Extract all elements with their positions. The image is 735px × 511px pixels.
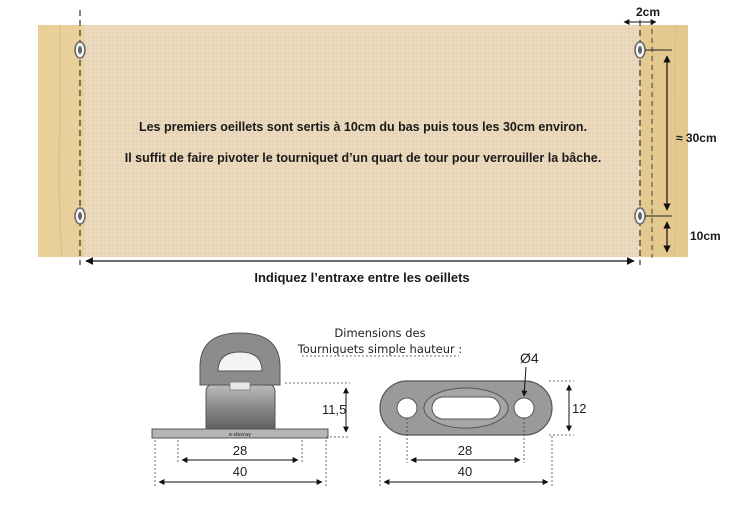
eyelet-top-right [635,42,645,58]
tourniquet-top-view [380,350,586,487]
top-height-label: 12 [572,401,587,416]
left-screw-hole [397,398,417,418]
eyelet-bottom-right [635,208,645,224]
tourniquet-title-line2: Tourniquets simple hauteur : [297,342,463,356]
hole-diameter-label: Ø4 [520,350,539,366]
side-height-label: 11,5 [322,402,347,417]
entraxe-dimension [86,261,634,285]
spacing-label: ≈ 30cm [676,131,717,145]
edge-margin-label: 2cm [635,5,661,19]
tourniquet-side-view [152,333,350,487]
tarp-text-line2: Il suffit de faire pivoter le tourniquet d’un quart de tour pour verrouiller la bâche. [124,151,602,165]
side-outer-width-label: 40 [232,464,248,479]
edge-margin-dimension [624,5,660,22]
center-slot [432,397,500,419]
tourniquet-body [206,384,275,429]
eyelet-bottom-left [75,208,85,224]
tarp [84,25,640,257]
bottom-offset-label: 10cm [690,229,721,243]
top-inner-width-label: 28 [457,443,473,458]
right-screw-hole [514,398,534,418]
tarp-text-line1: Les premiers oeillets sont sertis à 10cm du bas puis tous les 30cm environ. [138,120,588,134]
eyelet-top-left [75,42,85,58]
entraxe-caption: Indiquez l’entraxe entre les oeillets [254,270,470,285]
tourniquet-title-line1: Dimensions des [334,326,426,340]
side-inner-width-label: 28 [232,443,248,458]
tourniquet-collar [230,382,250,390]
top-outer-width-label: 40 [457,464,473,479]
brand-label: e-davray [228,432,252,438]
